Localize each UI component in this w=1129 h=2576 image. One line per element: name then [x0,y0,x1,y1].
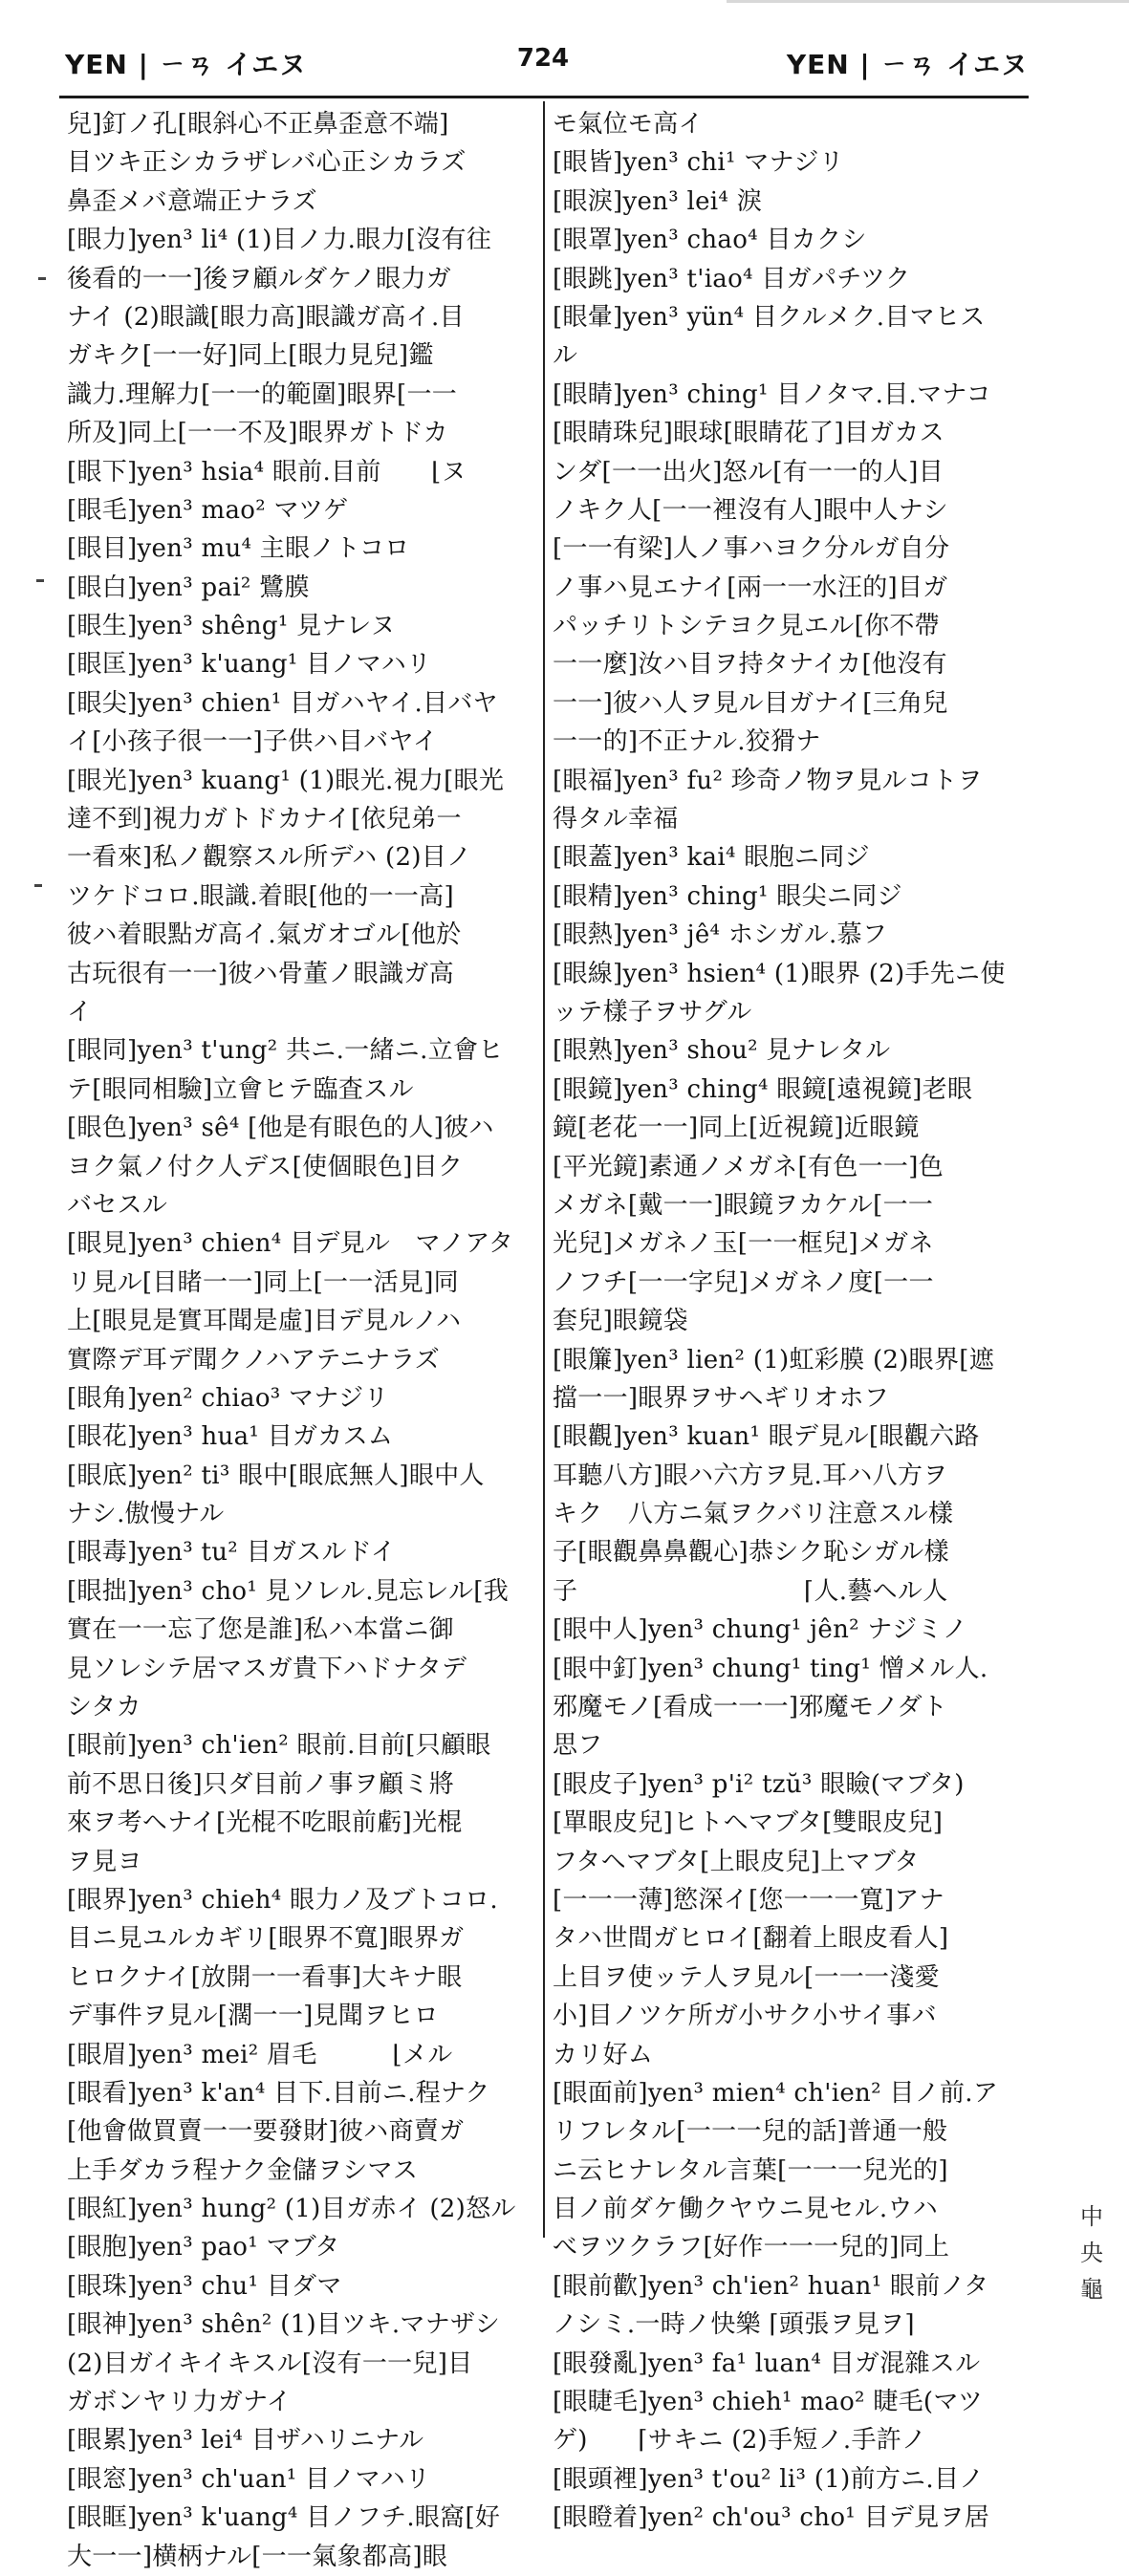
entry-line: 達不到]視力ガトドカナイ[依兒弟一 [67,805,462,834]
entry-line: 邪魔モノ[看成一一一]邪魔モノダト [553,1693,948,1722]
margin-mark: 央 [1080,2240,1103,2266]
entry-line: ゲ) ⌈サキニ (2)手短ノ.手許ノ [553,2426,927,2456]
entry-line: [眼下]yen³ hsia⁴ 眼前.目前 ⌊ヌ [67,457,467,487]
entry-line: [眼眉]yen³ mei² 眉毛 ⌊メル [67,2040,453,2069]
entry-line: 鏡[老花一一]同上[近視鏡]近眼鏡 [553,1114,920,1143]
entry-line: 子 ⌈人.藝ヘル人 [553,1576,948,1606]
entry-line: [眼紅]yen³ hung² (1)目ガ赤イ (2)怒ル [67,2195,516,2224]
entry-line: [眼同]yen³ t'ung² 共ニ.一緒ニ.立會ヒ [67,1036,504,1066]
entry-line: 目ツキ正シカラザレバ心正シカラズ [67,148,467,178]
entry-line: [眼跳]yen³ t'iao⁴ 目ガパチツク [553,264,911,293]
page-number: 724 [516,44,570,73]
entry-line: リ見ル[目睹一一]同上[一一活見]同 [67,1267,459,1297]
entry-line: カリ好ム [553,2040,654,2069]
entry-line: [眼力]yen³ li⁴ (1)目ノ力.眼力[沒有往 [67,226,492,255]
entry-line: 擋一一]眼界ヲサヘギリオホフ [553,1383,890,1413]
entry-line: [眼光]yen³ kuang¹ (1)眼光.視力[眼光 [67,766,505,795]
entry-line: [一一有梁]人ノ事ハヨク分ルガ自分 [553,534,950,564]
entry-line: [眼窓]yen³ ch'uan¹ 目ノマハリ [67,2464,431,2494]
entry-line: 小]目ノツケ所ガ小サク小サイ事バ [553,2002,937,2031]
entry-line: [眼角]yen² chiao³ マナジリ [67,1383,389,1413]
header-rule [59,96,1029,98]
entry-line: 上手ダカラ程ナク金儲ヲシマス [67,2155,419,2185]
entry-line: [眼福]yen³ fu² 珍奇ノ物ヲ見ルコトヲ [553,766,983,795]
entry-line: ツケドコロ.眼識.着眼[他的一一高] [67,881,454,911]
entry-line: 彼ハ着眼點ガ高イ.氣ガオゴル[他於 [67,920,462,950]
entry-line: [一一一薄]慾深イ[您一一一寬]アナ [553,1885,944,1915]
entry-line: ニ云ヒナレタル言葉[一一一兒光的] [553,2155,948,2185]
entry-line: [眼中釘]yen³ chung¹ ting¹ 憎メル人. [553,1654,988,1683]
entry-line: [眼精]yen³ ching¹ 眼尖ニ同ジ [553,881,902,911]
entry-line: ノフチ[一一字兒]メガネノ度[一一 [553,1267,934,1297]
entry-line: [眼前]yen³ ch'ien² 眼前.目前[只顧眼 [67,1731,491,1761]
entry-line: バセスル [67,1190,168,1220]
entry-line: ナイ (2)眼識[眼力高]眼識ガ高イ.目 [67,302,465,332]
entry-line: ノシミ.一時ノ快樂 ⌈頭張ヲ見ヲ⌉ [553,2310,915,2340]
entry-line: 得タル幸福 [553,805,679,834]
margin-tick [38,277,46,280]
entry-line: [眼尖]yen³ chien¹ 目ガハヤイ.目バヤ [67,688,498,718]
entry-line: [眼前歡]yen³ ch'ien² huan¹ 眼前ノタ [553,2271,989,2301]
entry-line: ノ事ハ見エナイ[兩一一水汪的]目ガ [553,573,948,602]
entry-line: [眼皮子]yen³ p'i² tzŭ³ 眼瞼(マブタ) [553,1769,965,1799]
entry-line: 上[眼見是實耳聞是虛]目デ見ルノハ [67,1307,462,1336]
header-left-guide: YEN | ㄧㄢ イエヌ [65,49,308,80]
entry-line: [眼看]yen³ k'an⁴ 目下.目前ニ.程ナク [67,2078,490,2108]
entry-line: [眼暈]yen³ yün⁴ 目クルメク.目マヒス [553,302,986,332]
entry-line: [平光鏡]素通ノメガネ[有色一一]色 [553,1152,944,1181]
entry-line: 子[眼觀鼻鼻觀心]恭シク恥シガル樣 [553,1538,949,1568]
entry-line: [眼頭裡]yen³ t'ou² li³ (1)前方ニ.目ノ [553,2464,985,2494]
entry-line: [眼累]yen³ lei⁴ 目ザハリニナル [67,2426,424,2456]
entry-line: 一一麼]汝ハ目ヲ持タナイカ[他沒有 [553,650,947,680]
entry-line: イ[小孩子很一一]子供ハ目バヤイ [67,727,439,757]
entry-line: [眼見]yen³ chien⁴ 目デ見ル マノアタ [67,1229,514,1259]
entry-line: 思フ [553,1731,603,1761]
entry-line: メガネ[戴一一]眼鏡ヲカケル[一一 [553,1190,934,1220]
entry-line: [眼花]yen³ hua¹ 目ガカスム [67,1422,394,1452]
entry-line: [眼淚]yen³ lei⁴ 淚 [553,186,762,216]
entry-line: [眼瞪着]yen² ch'ou³ cho¹ 目デ見ヲ居 [553,2503,990,2533]
entry-line: [眼毛]yen³ mao² マツゲ [67,495,349,525]
entry-line: [眼面前]yen³ mien⁴ ch'ien² 目ノ前.ア [553,2078,999,2108]
entry-line: 所及]同上[一一不及]眼界ガトドカ [67,419,448,448]
entry-line: [眼熟]yen³ shou² 見ナレタル [553,1036,891,1066]
entry-line: [眼觀]yen³ kuan¹ 眼デ見ル[眼觀六路 [553,1422,980,1452]
entry-line: ノキク人[一一裡沒有人]眼中人ナシ [553,495,948,525]
entry-line: ンダ[一一出火]怒ル[有一一的人]目 [553,457,944,487]
entry-line: 識力.理解力[一一的範圍]眼界[一一 [67,379,458,409]
entry-line: モ氣位モ高イ [553,110,704,139]
entry-line: [眼皆]yen³ chi¹ マナジリ [553,148,844,178]
entry-line: 鼻歪メバ意端正ナラズ [67,186,317,216]
entry-line: 實在一一忘了您是誰]私ハ本當ニ御 [67,1615,454,1645]
entry-line: [眼神]yen³ shên² (1)目ツキ.マナザシ [67,2310,501,2340]
entry-line: べヲツクラフ[好作一一一兒的]同上 [553,2233,950,2262]
entry-line: [眼蓋]yen³ kai⁴ 眼胞ニ同ジ [553,843,870,873]
entry-line: [眼睛珠兒]眼球[眼睛花了]目ガカス [553,419,944,448]
entry-line: キク 八方ニ氣ヲクバリ注意スル樣 [553,1500,954,1529]
entry-line: 套兒]眼鏡袋 [553,1307,688,1336]
entry-line: リフレタル[一一一兒的話]普通一般 [553,2117,948,2147]
entry-line: テ[眼同相驗]立會ヒテ臨査スル [67,1074,414,1104]
entry-line: ヨク氣ノ付ク人デス[使個眼色]目ク [67,1152,464,1181]
entry-line: [眼眶]yen³ k'uang⁴ 目ノフチ.眼窩[好 [67,2503,501,2533]
entry-line: 見ソレシテ居マスガ貴下ハドナタデ [67,1654,467,1683]
margin-stamp [1073,2198,1111,2307]
entry-line: 兒]釘ノ孔[眼斜心不正鼻歪意不端] [67,110,449,139]
entry-line: シタカ [67,1693,141,1722]
entry-line: パッチリトシテヨク見エル[你不帶 [553,612,940,641]
entry-line: [眼底]yen² ti³ 眼中[眼底無人]眼中人 [67,1461,485,1490]
entry-line: [眼珠]yen³ chu¹ 目ダマ [67,2271,342,2301]
entry-line: ヲ見ヨ [67,1847,142,1876]
entry-line: デ事件ヲ見ル[濶一一]見聞ヲヒロ [67,2002,440,2031]
entry-line: 後看的一一]後ヲ顧ルダケノ眼力ガ [67,264,452,293]
entry-line: [眼匡]yen³ k'uang¹ 目ノマハリ [67,650,432,680]
entry-line: 目ノ前ダケ働クヤウニ見セル.ウハ [553,2195,939,2224]
entry-line: [眼睫毛]yen³ chieh¹ mao² 睫毛(マツ [553,2388,984,2417]
entry-line: ガキク[一一好]同上[眼力見兒]鑑 [67,341,434,371]
margin-mark: 龜 [1080,2276,1103,2303]
entry-line: 一一的]不正ナル.狡猾ナ [553,727,821,757]
entry-line: [眼拙]yen³ cho¹ 見ソレル.見忘レル[我 [67,1576,510,1606]
entry-line: [眼界]yen³ chieh⁴ 眼力ノ及ブトコロ. [67,1885,498,1915]
entry-line: 耳聽八方]眼ハ六方ヲ見.耳ハ八方ヲ [553,1461,948,1490]
header-right-guide: YEN | ㄧㄢ イエヌ [786,49,1029,80]
entry-line: 目ニ見ユルカギリ[眼界不寬]眼界ガ [67,1924,465,1954]
entry-line: [眼胞]yen³ pao¹ マブタ [67,2233,340,2262]
entry-line: 來ヲ考ヘナイ[光棍不吃眼前虧]光棍 [67,1808,463,1838]
entry-line: 大一一]横柄ナル[一一氣象都高]眼 [67,2542,448,2571]
entry-line: 上目ヲ使ッテ人ヲ見ル[一一一淺愛 [553,1962,940,1992]
left-column [67,105,535,2576]
entry-line: フタヘマブタ[上眼皮兒]上マブタ [553,1847,920,1876]
entry-line: [眼簾]yen³ lien² (1)虹彩膜 (2)眼界[遮 [553,1345,995,1375]
entry-line: ナシ.傲慢ナル [67,1500,225,1529]
entry-line: ヒロクナイ[放開一一看事]大キナ眼 [67,1962,463,1992]
entry-line: [眼熱]yen³ jê⁴ ホシガル.慕フ [553,920,888,950]
entry-line: タハ世間ガヒロイ[翻着上眼皮看人] [553,1924,949,1954]
entry-line: ッテ樣子ヲサグル [553,997,752,1027]
entry-line: [眼發亂]yen³ fa¹ luan⁴ 目ガ混雜スル [553,2349,981,2378]
entry-line: [眼罩]yen³ chao⁴ 目カクシ [553,226,867,255]
entry-line: [他會做買賣一一要發財]彼ハ商賣ガ [67,2117,465,2147]
entry-line: ル [553,341,578,371]
entry-line: 實際デ耳デ聞クノハアテニナラズ [67,1345,441,1375]
entry-line: [單眼皮兒]ヒトヘマブタ[雙眼皮兒] [553,1808,944,1838]
page-header [57,38,1029,96]
entry-line: イ [67,997,93,1027]
entry-line: [眼睛]yen³ ching¹ 目ノタマ.目.マナコ [553,379,991,409]
entry-line: [眼中人]yen³ chung¹ jên² ナジミノ [553,1615,968,1645]
entry-line: 古玩很有一一]彼ハ骨董ノ眼識ガ高 [67,959,454,988]
entry-line: (2)目ガイキイキスル[沒有一一兒]目 [67,2349,473,2378]
column-divider [543,101,545,2238]
right-column [553,105,1029,2538]
entry-line: [眼色]yen³ sê⁴ [他是有眼色的人]彼ハ [67,1114,494,1143]
margin-mark: 中 [1080,2203,1103,2230]
entry-line: 光兒]メガネノ玉[一一框兒]メガネ [553,1229,934,1259]
margin-tick [36,579,44,582]
entry-line: [眼線]yen³ hsien⁴ (1)眼界 (2)手先ニ使 [553,959,1006,988]
top-edge-line [727,0,1129,3]
entry-line: [眼白]yen³ pai² 鷺膜 [67,573,310,602]
margin-tick [34,884,42,887]
entry-line: [眼鏡]yen³ ching⁴ 眼鏡[遠視鏡]老眼 [553,1074,973,1104]
entry-line: [眼目]yen³ mu⁴ 主眼ノトコロ [67,534,410,564]
entry-line: [眼生]yen³ shêng¹ 見ナレヌ [67,612,396,641]
entry-line: 前不思日後]只ダ目前ノ事ヲ顧ミ將 [67,1769,454,1799]
entry-line: [眼毒]yen³ tu² 目ガスルドイ [67,1538,397,1568]
entry-line: ガボンヤリ力ガナイ [67,2388,292,2417]
entry-line: 一一]彼ハ人ヲ見ル目ガナイ[三角兒 [553,688,948,718]
entry-line: 一看來]私ノ觀察スル所デハ (2)目ノ [67,843,472,873]
